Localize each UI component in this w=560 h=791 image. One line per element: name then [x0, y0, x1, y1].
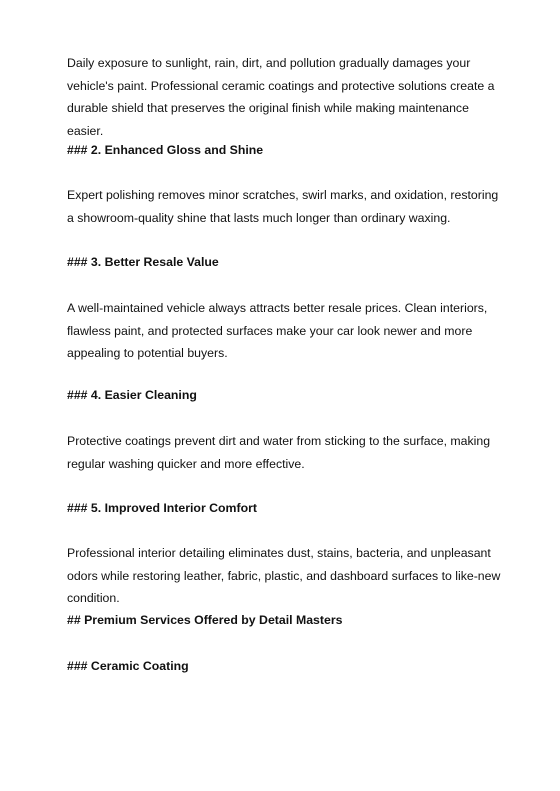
intro-paragraph: Daily exposure to sunlight, rain, dirt, and pollution gradually damages your vehicle's paint. Professional ceramic coatings and protective solutions create a durable shield that preserves the original finish while making maintenance easier.	[67, 56, 495, 138]
section-paragraph-gloss: Expert polishing removes minor scratches, swirl marks, and oxidation, restoring a showroom-quality shine that lasts much longer than ordinary waxing.	[67, 188, 499, 225]
section-heading-cleaning: ### 4. Easier Cleaning	[67, 388, 197, 402]
section-heading-gloss: ### 2. Enhanced Gloss and Shine	[67, 143, 264, 157]
section-paragraph-interior: Professional interior detailing eliminates dust, stains, bacteria, and unpleasant odors while restoring leather, fabric, plastic, and dashboard surfaces to like-new condition.	[67, 546, 501, 605]
section-heading-interior: ### 5. Improved Interior Comfort	[67, 501, 257, 515]
section-paragraph-cleaning: Protective coatings prevent dirt and water from sticking to the surface, making regular washing quicker and more effective.	[67, 434, 491, 471]
section-heading-resale: ### 3. Better Resale Value	[67, 255, 219, 269]
ceramic-coating-heading: ### Ceramic Coating	[67, 659, 189, 673]
services-heading: ## Premium Services Offered by Detail Masters	[67, 613, 343, 627]
section-paragraph-resale: A well-maintained vehicle always attracts better resale prices. Clean interiors, flawless paint, and protected surfaces make your car look newer and more appealing to potential buyers.	[67, 301, 488, 360]
